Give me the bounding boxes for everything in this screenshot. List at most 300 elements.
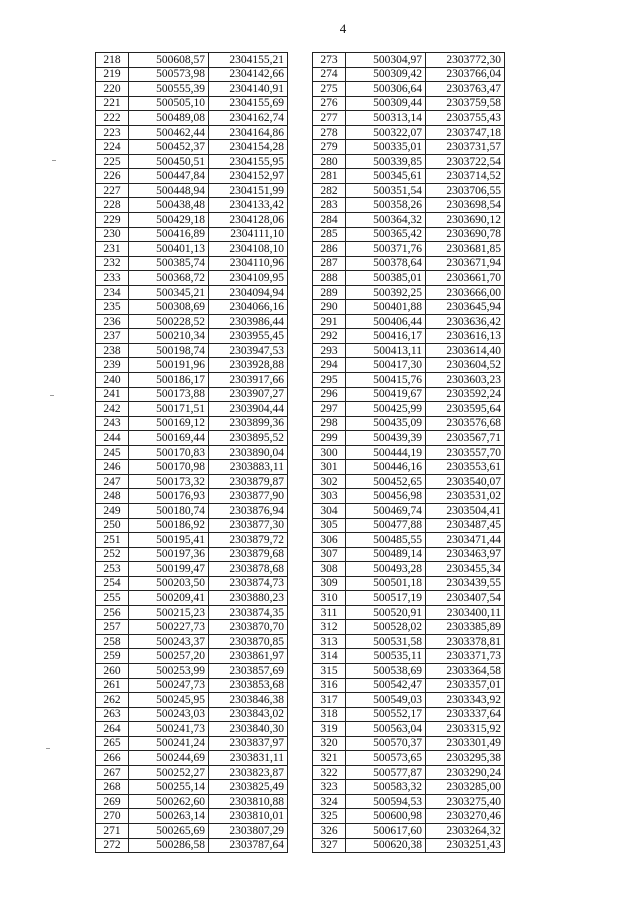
table-row bbox=[96, 242, 288, 257]
point-number-cell: 313 bbox=[313, 634, 346, 649]
point-number-cell: 260 bbox=[96, 663, 129, 678]
x-coordinate-cell: 500243,03 bbox=[129, 707, 209, 722]
x-coordinate-cell: 500364,32 bbox=[346, 213, 426, 228]
point-number-cell: 251 bbox=[96, 533, 129, 548]
point-number-cell: 253 bbox=[96, 562, 129, 577]
y-coordinate-cell: 2303666,00 bbox=[426, 285, 505, 300]
point-number-cell: 236 bbox=[96, 314, 129, 329]
x-coordinate-cell: 500243,37 bbox=[129, 634, 209, 649]
point-number-cell: 224 bbox=[96, 140, 129, 155]
x-coordinate-cell: 500600,98 bbox=[346, 809, 426, 824]
y-coordinate-cell: 2303890,04 bbox=[209, 445, 288, 460]
x-coordinate-cell: 500378,64 bbox=[346, 256, 426, 271]
table-row bbox=[96, 562, 288, 577]
point-number-cell: 231 bbox=[96, 242, 129, 257]
y-coordinate-cell: 2303576,68 bbox=[426, 416, 505, 431]
x-coordinate-cell: 500485,55 bbox=[346, 533, 426, 548]
point-number-cell: 229 bbox=[96, 213, 129, 228]
point-number-cell: 256 bbox=[96, 605, 129, 620]
x-coordinate-cell: 500335,01 bbox=[346, 140, 426, 155]
table-row bbox=[96, 387, 288, 402]
point-number-cell: 320 bbox=[313, 736, 346, 751]
table-row bbox=[96, 256, 288, 271]
table-row bbox=[96, 736, 288, 751]
y-coordinate-cell: 2303661,70 bbox=[426, 271, 505, 286]
point-number-cell: 250 bbox=[96, 518, 129, 533]
table-row bbox=[313, 227, 505, 242]
table-row bbox=[313, 722, 505, 737]
x-coordinate-cell: 500309,44 bbox=[346, 96, 426, 111]
x-coordinate-cell: 500170,83 bbox=[129, 445, 209, 460]
point-number-cell: 326 bbox=[313, 823, 346, 838]
y-coordinate-cell: 2303337,64 bbox=[426, 707, 505, 722]
table-row bbox=[96, 183, 288, 198]
table-row bbox=[96, 576, 288, 591]
y-coordinate-cell: 2303810,88 bbox=[209, 794, 288, 809]
x-coordinate-cell: 500563,04 bbox=[346, 722, 426, 737]
y-coordinate-cell: 2303463,97 bbox=[426, 547, 505, 562]
point-number-cell: 286 bbox=[313, 242, 346, 257]
table-row bbox=[96, 722, 288, 737]
y-coordinate-cell: 2303378,81 bbox=[426, 634, 505, 649]
table-row bbox=[313, 809, 505, 824]
x-coordinate-cell: 500170,98 bbox=[129, 460, 209, 475]
x-coordinate-cell: 500186,92 bbox=[129, 518, 209, 533]
table-row bbox=[313, 445, 505, 460]
table-row bbox=[96, 169, 288, 184]
point-number-cell: 321 bbox=[313, 751, 346, 766]
point-number-cell: 322 bbox=[313, 765, 346, 780]
point-number-cell: 241 bbox=[96, 387, 129, 402]
y-coordinate-cell: 2304110,96 bbox=[209, 256, 288, 271]
y-coordinate-cell: 2303285,00 bbox=[426, 780, 505, 795]
table-row bbox=[96, 96, 288, 111]
table-row bbox=[313, 765, 505, 780]
y-coordinate-cell: 2303439,55 bbox=[426, 576, 505, 591]
y-coordinate-cell: 2303877,30 bbox=[209, 518, 288, 533]
table-row bbox=[96, 213, 288, 228]
point-number-cell: 247 bbox=[96, 474, 129, 489]
x-coordinate-cell: 500385,01 bbox=[346, 271, 426, 286]
x-coordinate-cell: 500570,37 bbox=[346, 736, 426, 751]
x-coordinate-cell: 500501,18 bbox=[346, 576, 426, 591]
point-number-cell: 314 bbox=[313, 649, 346, 664]
x-coordinate-cell: 500197,36 bbox=[129, 547, 209, 562]
y-coordinate-cell: 2303614,40 bbox=[426, 343, 505, 358]
x-coordinate-cell: 500244,69 bbox=[129, 751, 209, 766]
coordinates-table-right bbox=[312, 52, 505, 853]
y-coordinate-cell: 2303759,58 bbox=[426, 96, 505, 111]
y-coordinate-cell: 2303955,45 bbox=[209, 329, 288, 344]
x-coordinate-cell: 500195,41 bbox=[129, 533, 209, 548]
coordinates-table-left bbox=[95, 52, 288, 853]
y-coordinate-cell: 2304066,16 bbox=[209, 300, 288, 315]
x-coordinate-cell: 500247,73 bbox=[129, 678, 209, 693]
y-coordinate-cell: 2304111,10 bbox=[209, 227, 288, 242]
y-coordinate-cell: 2304108,10 bbox=[209, 242, 288, 257]
table-row bbox=[313, 794, 505, 809]
x-coordinate-cell: 500199,47 bbox=[129, 562, 209, 577]
page-number: 4 bbox=[339, 21, 347, 36]
table-row bbox=[96, 140, 288, 155]
table-row bbox=[96, 765, 288, 780]
y-coordinate-cell: 2303592,24 bbox=[426, 387, 505, 402]
y-coordinate-cell: 2303763,47 bbox=[426, 82, 505, 97]
y-coordinate-cell: 2303810,01 bbox=[209, 809, 288, 824]
table-row bbox=[313, 125, 505, 140]
point-number-cell: 219 bbox=[96, 67, 129, 82]
x-coordinate-cell: 500462,44 bbox=[129, 125, 209, 140]
table-row bbox=[313, 474, 505, 489]
y-coordinate-cell: 2303876,94 bbox=[209, 503, 288, 518]
point-number-cell: 278 bbox=[313, 125, 346, 140]
point-number-cell: 292 bbox=[313, 329, 346, 344]
y-coordinate-cell: 2303825,49 bbox=[209, 780, 288, 795]
x-coordinate-cell: 500385,74 bbox=[129, 256, 209, 271]
y-coordinate-cell: 2303747,18 bbox=[426, 125, 505, 140]
coordinates-table-right-body bbox=[313, 53, 505, 853]
point-number-cell: 291 bbox=[313, 314, 346, 329]
x-coordinate-cell: 500345,21 bbox=[129, 285, 209, 300]
x-coordinate-cell: 500535,11 bbox=[346, 649, 426, 664]
y-coordinate-cell: 2303698,54 bbox=[426, 198, 505, 213]
x-coordinate-cell: 500313,14 bbox=[346, 111, 426, 126]
x-coordinate-cell: 500286,58 bbox=[129, 838, 209, 853]
point-number-cell: 308 bbox=[313, 562, 346, 577]
point-number-cell: 234 bbox=[96, 285, 129, 300]
table-row bbox=[96, 416, 288, 431]
table-row bbox=[96, 227, 288, 242]
y-coordinate-cell: 2303883,11 bbox=[209, 460, 288, 475]
point-number-cell: 263 bbox=[96, 707, 129, 722]
point-number-cell: 324 bbox=[313, 794, 346, 809]
y-coordinate-cell: 2303455,34 bbox=[426, 562, 505, 577]
point-number-cell: 299 bbox=[313, 431, 346, 446]
x-coordinate-cell: 500444,19 bbox=[346, 445, 426, 460]
y-coordinate-cell: 2303907,27 bbox=[209, 387, 288, 402]
table-row bbox=[313, 707, 505, 722]
point-number-cell: 272 bbox=[96, 838, 129, 853]
y-coordinate-cell: 2303853,68 bbox=[209, 678, 288, 693]
point-number-cell: 295 bbox=[313, 373, 346, 388]
table-row bbox=[313, 605, 505, 620]
table-row bbox=[96, 300, 288, 315]
y-coordinate-cell: 2303557,70 bbox=[426, 445, 505, 460]
y-coordinate-cell: 2303843,02 bbox=[209, 707, 288, 722]
table-row bbox=[96, 125, 288, 140]
point-number-cell: 227 bbox=[96, 183, 129, 198]
table-row bbox=[96, 198, 288, 213]
x-coordinate-cell: 500528,02 bbox=[346, 620, 426, 635]
y-coordinate-cell: 2303840,30 bbox=[209, 722, 288, 737]
x-coordinate-cell: 500263,14 bbox=[129, 809, 209, 824]
point-number-cell: 298 bbox=[313, 416, 346, 431]
table-row bbox=[96, 794, 288, 809]
table-row bbox=[96, 431, 288, 446]
x-coordinate-cell: 500198,74 bbox=[129, 343, 209, 358]
table-row bbox=[313, 678, 505, 693]
table-row bbox=[313, 823, 505, 838]
point-number-cell: 223 bbox=[96, 125, 129, 140]
point-number-cell: 304 bbox=[313, 503, 346, 518]
table-row bbox=[313, 634, 505, 649]
x-coordinate-cell: 500505,10 bbox=[129, 96, 209, 111]
point-number-cell: 276 bbox=[313, 96, 346, 111]
x-coordinate-cell: 500228,52 bbox=[129, 314, 209, 329]
table-row bbox=[313, 169, 505, 184]
y-coordinate-cell: 2303531,02 bbox=[426, 489, 505, 504]
x-coordinate-cell: 500169,44 bbox=[129, 431, 209, 446]
point-number-cell: 315 bbox=[313, 663, 346, 678]
x-coordinate-cell: 500309,42 bbox=[346, 67, 426, 82]
table-row bbox=[96, 285, 288, 300]
table-row bbox=[313, 67, 505, 82]
y-coordinate-cell: 2304094,94 bbox=[209, 285, 288, 300]
table-row bbox=[96, 707, 288, 722]
y-coordinate-cell: 2303690,12 bbox=[426, 213, 505, 228]
table-row bbox=[96, 533, 288, 548]
table-row bbox=[96, 823, 288, 838]
table-row bbox=[96, 474, 288, 489]
point-number-cell: 289 bbox=[313, 285, 346, 300]
y-coordinate-cell: 2303315,92 bbox=[426, 722, 505, 737]
point-number-cell: 221 bbox=[96, 96, 129, 111]
table-row bbox=[313, 649, 505, 664]
table-row bbox=[313, 562, 505, 577]
x-coordinate-cell: 500392,25 bbox=[346, 285, 426, 300]
table-row bbox=[96, 111, 288, 126]
point-number-cell: 285 bbox=[313, 227, 346, 242]
x-coordinate-cell: 500371,76 bbox=[346, 242, 426, 257]
point-number-cell: 259 bbox=[96, 649, 129, 664]
y-coordinate-cell: 2303553,61 bbox=[426, 460, 505, 475]
point-number-cell: 309 bbox=[313, 576, 346, 591]
table-row bbox=[96, 780, 288, 795]
x-coordinate-cell: 500439,39 bbox=[346, 431, 426, 446]
x-coordinate-cell: 500257,20 bbox=[129, 649, 209, 664]
x-coordinate-cell: 500416,17 bbox=[346, 329, 426, 344]
table-row bbox=[313, 96, 505, 111]
point-number-cell: 264 bbox=[96, 722, 129, 737]
table-row bbox=[313, 358, 505, 373]
table-row bbox=[96, 678, 288, 693]
point-number-cell: 252 bbox=[96, 547, 129, 562]
x-coordinate-cell: 500583,32 bbox=[346, 780, 426, 795]
y-coordinate-cell: 2303874,73 bbox=[209, 576, 288, 591]
point-number-cell: 290 bbox=[313, 300, 346, 315]
y-coordinate-cell: 2303645,94 bbox=[426, 300, 505, 315]
table-row bbox=[96, 82, 288, 97]
y-coordinate-cell: 2303603,23 bbox=[426, 373, 505, 388]
x-coordinate-cell: 500176,93 bbox=[129, 489, 209, 504]
x-coordinate-cell: 500538,69 bbox=[346, 663, 426, 678]
table-row bbox=[96, 271, 288, 286]
x-coordinate-cell: 500252,27 bbox=[129, 765, 209, 780]
scan-speck bbox=[52, 160, 56, 161]
x-coordinate-cell: 500452,65 bbox=[346, 474, 426, 489]
x-coordinate-cell: 500552,17 bbox=[346, 707, 426, 722]
x-coordinate-cell: 500203,50 bbox=[129, 576, 209, 591]
point-number-cell: 280 bbox=[313, 154, 346, 169]
y-coordinate-cell: 2303671,94 bbox=[426, 256, 505, 271]
y-coordinate-cell: 2303595,64 bbox=[426, 402, 505, 417]
y-coordinate-cell: 2304164,86 bbox=[209, 125, 288, 140]
point-number-cell: 243 bbox=[96, 416, 129, 431]
point-number-cell: 297 bbox=[313, 402, 346, 417]
x-coordinate-cell: 500215,23 bbox=[129, 605, 209, 620]
x-coordinate-cell: 500425,99 bbox=[346, 402, 426, 417]
table-row bbox=[313, 387, 505, 402]
table-row bbox=[313, 460, 505, 475]
point-number-cell: 225 bbox=[96, 154, 129, 169]
point-number-cell: 237 bbox=[96, 329, 129, 344]
table-row bbox=[313, 213, 505, 228]
y-coordinate-cell: 2303846,38 bbox=[209, 693, 288, 708]
table-row bbox=[313, 503, 505, 518]
point-number-cell: 262 bbox=[96, 693, 129, 708]
point-number-cell: 244 bbox=[96, 431, 129, 446]
point-number-cell: 226 bbox=[96, 169, 129, 184]
y-coordinate-cell: 2303264,32 bbox=[426, 823, 505, 838]
y-coordinate-cell: 2303879,68 bbox=[209, 547, 288, 562]
table-row bbox=[313, 576, 505, 591]
point-number-cell: 293 bbox=[313, 343, 346, 358]
point-number-cell: 269 bbox=[96, 794, 129, 809]
point-number-cell: 267 bbox=[96, 765, 129, 780]
table-row bbox=[313, 256, 505, 271]
x-coordinate-cell: 500173,32 bbox=[129, 474, 209, 489]
table-row bbox=[96, 445, 288, 460]
table-row bbox=[96, 751, 288, 766]
point-number-cell: 284 bbox=[313, 213, 346, 228]
y-coordinate-cell: 2303731,57 bbox=[426, 140, 505, 155]
x-coordinate-cell: 500209,41 bbox=[129, 591, 209, 606]
point-number-cell: 296 bbox=[313, 387, 346, 402]
table-row bbox=[96, 402, 288, 417]
y-coordinate-cell: 2303831,11 bbox=[209, 751, 288, 766]
table-row bbox=[313, 242, 505, 257]
x-coordinate-cell: 500255,14 bbox=[129, 780, 209, 795]
y-coordinate-cell: 2304152,97 bbox=[209, 169, 288, 184]
table-row bbox=[313, 271, 505, 286]
x-coordinate-cell: 500169,12 bbox=[129, 416, 209, 431]
x-coordinate-cell: 500191,96 bbox=[129, 358, 209, 373]
table-row bbox=[313, 343, 505, 358]
table-row bbox=[313, 285, 505, 300]
point-number-cell: 327 bbox=[313, 838, 346, 853]
x-coordinate-cell: 500401,13 bbox=[129, 242, 209, 257]
x-coordinate-cell: 500308,69 bbox=[129, 300, 209, 315]
point-number-cell: 305 bbox=[313, 518, 346, 533]
x-coordinate-cell: 500186,17 bbox=[129, 373, 209, 388]
y-coordinate-cell: 2303772,30 bbox=[426, 53, 505, 68]
point-number-cell: 220 bbox=[96, 82, 129, 97]
x-coordinate-cell: 500265,69 bbox=[129, 823, 209, 838]
point-number-cell: 283 bbox=[313, 198, 346, 213]
table-row bbox=[313, 111, 505, 126]
x-coordinate-cell: 500306,64 bbox=[346, 82, 426, 97]
x-coordinate-cell: 500245,95 bbox=[129, 693, 209, 708]
x-coordinate-cell: 500520,91 bbox=[346, 605, 426, 620]
point-number-cell: 245 bbox=[96, 445, 129, 460]
y-coordinate-cell: 2303904,44 bbox=[209, 402, 288, 417]
y-coordinate-cell: 2303385,89 bbox=[426, 620, 505, 635]
x-coordinate-cell: 500253,99 bbox=[129, 663, 209, 678]
y-coordinate-cell: 2304155,21 bbox=[209, 53, 288, 68]
y-coordinate-cell: 2304128,06 bbox=[209, 213, 288, 228]
point-number-cell: 257 bbox=[96, 620, 129, 635]
x-coordinate-cell: 500304,97 bbox=[346, 53, 426, 68]
y-coordinate-cell: 2303357,01 bbox=[426, 678, 505, 693]
table-row bbox=[313, 751, 505, 766]
point-number-cell: 323 bbox=[313, 780, 346, 795]
table-row bbox=[96, 329, 288, 344]
point-number-cell: 258 bbox=[96, 634, 129, 649]
y-coordinate-cell: 2303295,38 bbox=[426, 751, 505, 766]
point-number-cell: 233 bbox=[96, 271, 129, 286]
table-row bbox=[313, 373, 505, 388]
table-row bbox=[96, 809, 288, 824]
point-number-cell: 246 bbox=[96, 460, 129, 475]
y-coordinate-cell: 2303807,29 bbox=[209, 823, 288, 838]
y-coordinate-cell: 2304155,69 bbox=[209, 96, 288, 111]
point-number-cell: 301 bbox=[313, 460, 346, 475]
table-row bbox=[313, 183, 505, 198]
x-coordinate-cell: 500555,39 bbox=[129, 82, 209, 97]
table-row bbox=[313, 489, 505, 504]
point-number-cell: 249 bbox=[96, 503, 129, 518]
y-coordinate-cell: 2303878,68 bbox=[209, 562, 288, 577]
point-number-cell: 282 bbox=[313, 183, 346, 198]
x-coordinate-cell: 500446,16 bbox=[346, 460, 426, 475]
y-coordinate-cell: 2303471,44 bbox=[426, 533, 505, 548]
x-coordinate-cell: 500322,07 bbox=[346, 125, 426, 140]
x-coordinate-cell: 500438,48 bbox=[129, 198, 209, 213]
point-number-cell: 275 bbox=[313, 82, 346, 97]
table-row bbox=[313, 402, 505, 417]
x-coordinate-cell: 500435,09 bbox=[346, 416, 426, 431]
x-coordinate-cell: 500594,53 bbox=[346, 794, 426, 809]
x-coordinate-cell: 500365,42 bbox=[346, 227, 426, 242]
x-coordinate-cell: 500227,73 bbox=[129, 620, 209, 635]
x-coordinate-cell: 500416,89 bbox=[129, 227, 209, 242]
point-number-cell: 235 bbox=[96, 300, 129, 315]
table-row bbox=[96, 314, 288, 329]
table-row bbox=[96, 358, 288, 373]
table-row bbox=[96, 649, 288, 664]
table-row bbox=[96, 503, 288, 518]
point-number-cell: 325 bbox=[313, 809, 346, 824]
x-coordinate-cell: 500406,44 bbox=[346, 314, 426, 329]
y-coordinate-cell: 2303947,53 bbox=[209, 343, 288, 358]
y-coordinate-cell: 2303567,71 bbox=[426, 431, 505, 446]
point-number-cell: 232 bbox=[96, 256, 129, 271]
point-number-cell: 248 bbox=[96, 489, 129, 504]
x-coordinate-cell: 500469,74 bbox=[346, 503, 426, 518]
y-coordinate-cell: 2303861,97 bbox=[209, 649, 288, 664]
y-coordinate-cell: 2304142,66 bbox=[209, 67, 288, 82]
table-row bbox=[313, 693, 505, 708]
y-coordinate-cell: 2303874,35 bbox=[209, 605, 288, 620]
x-coordinate-cell: 500241,73 bbox=[129, 722, 209, 737]
y-coordinate-cell: 2303880,23 bbox=[209, 591, 288, 606]
point-number-cell: 318 bbox=[313, 707, 346, 722]
point-number-cell: 319 bbox=[313, 722, 346, 737]
table-row bbox=[96, 605, 288, 620]
y-coordinate-cell: 2303364,58 bbox=[426, 663, 505, 678]
x-coordinate-cell: 500358,26 bbox=[346, 198, 426, 213]
y-coordinate-cell: 2303290,24 bbox=[426, 765, 505, 780]
